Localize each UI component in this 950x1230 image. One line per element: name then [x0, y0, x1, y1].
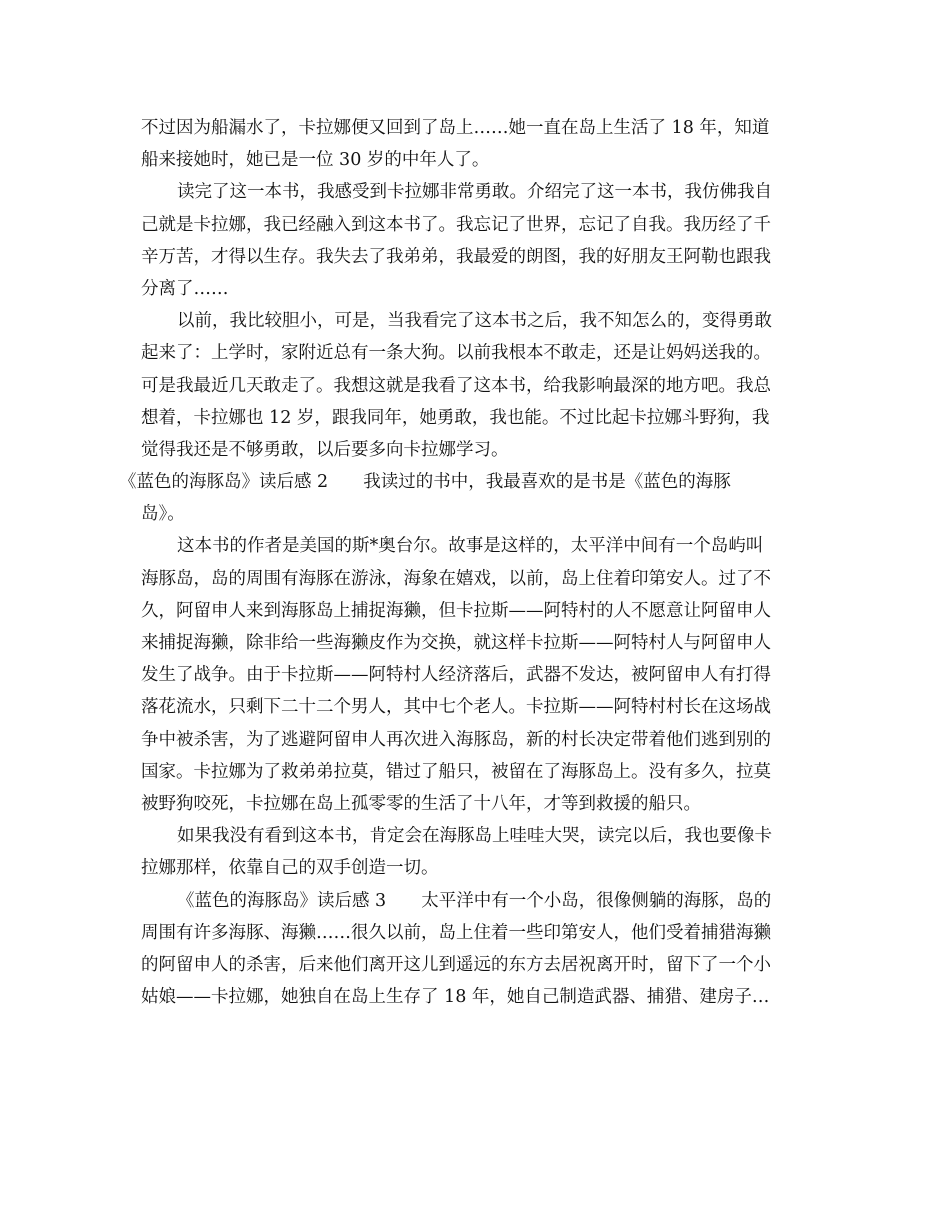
text-line: 争中被杀害，为了逃避阿留申人再次进入海豚岛，新的村长决定带着他们逃到别的: [141, 729, 771, 750]
text-line: 周围有许多海豚、海獭……很久以前，岛上住着一些印第安人，他们受着捕猎海獭: [141, 922, 771, 943]
text-line: 《蓝色的海豚岛》读后感 3 太平洋中有一个小岛，很像侧躺的海豚，岛的: [177, 890, 772, 911]
text-line: 己就是卡拉娜，我已经融入到这本书了。我忘记了世界，忘记了自我。我历经了千: [141, 214, 771, 235]
text-line: 岛》。: [141, 504, 185, 525]
text-line: 辛万苦，才得以生存。我失去了我弟弟，我最爱的朗图，我的好朋友王阿勒也跟我: [141, 246, 771, 267]
text-line: 的阿留申人的杀害，后来他们离开这儿到遥远的东方去居祝离开时，留下了一个小: [141, 954, 771, 975]
text-line: 这本书的作者是美国的斯*奥台尔。故事是这样的，太平洋中间有一个岛屿叫: [177, 536, 764, 557]
text-line: 觉得我还是不够勇敢，以后要多向卡拉娜学习。: [141, 439, 509, 460]
section-heading-line: 《蓝色的海豚岛》读后感 2 我读过的书中，我最喜欢的是书是《蓝色的海豚: [119, 472, 731, 493]
text-line: 来捕捉海獭，除非给一些海獭皮作为交换，就这样卡拉斯——阿特村人与阿留申人: [141, 633, 771, 653]
text-line: 国家。卡拉娜为了救弟弟拉莫，错过了船只，被留在了海豚岛上。没有多久，拉莫: [141, 761, 771, 782]
text-line: 如果我没有看到这本书，肯定会在海豚岛上哇哇大哭，读完以后，我也要像卡: [177, 826, 772, 847]
text-line: 拉娜那样，依靠自己的双手创造一切。: [141, 858, 439, 879]
text-line: 姑娘——卡拉娜，她独自在岛上生存了 18 年，她自己制造武器、捕猎、建房子…: [141, 987, 770, 1008]
text-line: 不过因为船漏水了，卡拉娜便又回到了岛上……她一直在岛上生活了 18 年，知道: [141, 118, 770, 138]
text-line: 久，阿留申人来到海豚岛上捕捉海獭，但卡拉斯——阿特村的人不愿意让阿留申人: [141, 600, 771, 621]
text-line: 以前，我比较胆小，可是，当我看完了这本书之后，我不知怎么的，变得勇敢: [177, 311, 772, 332]
text-line: 分离了……: [141, 278, 229, 299]
text-line: 发生了战争。由于卡拉斯——阿特村人经济落后，武器不发达，被阿留申人有打得: [141, 665, 771, 686]
text-line: 海豚岛，岛的周围有海豚在游泳，海象在嬉戏，以前，岛上住着印第安人。过了不: [141, 568, 771, 589]
text-line: 起来了：上学时，家附近总有一条大狗。以前我根本不敢走，还是让妈妈送我的。: [141, 343, 771, 364]
text-line: 读完了这一本书，我感受到卡拉娜非常勇敢。介绍完了这一本书，我仿佛我自: [177, 182, 772, 203]
text-line: 被野狗咬死，卡拉娜在岛上孤零零的生活了十八年，才等到救援的船只。: [141, 793, 701, 814]
document-body: [119, 112, 817, 1013]
text-line: 落花流水，只剩下二十二个男人，其中七个老人。卡拉斯——阿特村村长在这场战: [141, 697, 771, 718]
text-line: 可是我最近几天敢走了。我想这就是我看了这本书，给我影响最深的地方吧。我总: [141, 375, 771, 396]
text-line: 想着，卡拉娜也 12 岁，跟我同年，她勇敢，我也能。不过比起卡拉娜斗野狗，我: [141, 407, 770, 428]
text-line: 船来接她时，她已是一位 30 岁的中年人了。: [141, 150, 490, 171]
